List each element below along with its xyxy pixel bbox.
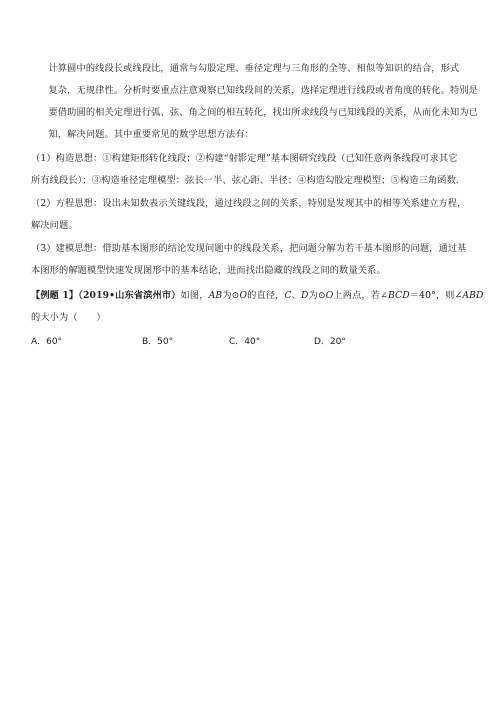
option-b: B．50°	[142, 337, 174, 347]
angle-abd: ABD	[462, 290, 484, 301]
example-question	[31, 285, 484, 329]
example-line-2: 的大小为（ ）	[31, 312, 106, 323]
method-2-line-1: （2）方程思想：设出未知数表示关键线段，通过线段之间的关系，特别是发现其中的相等关系建立方程，	[31, 198, 467, 209]
example-text-6: 上两点，若∠	[333, 290, 388, 301]
intro-line-1: 计算圆中的线段长或线段比，通常与勾股定理、垂径定理与三角形的全等、相似等知识的结合，形式	[48, 63, 460, 74]
example-text-2: 为⊙	[222, 290, 240, 301]
method-3-line-1: （3）建模思想：借助基本图形的结论发现问题中的线段关系，把问题分解为若干基本图形的问题，通过基	[31, 243, 467, 254]
method-3-paragraph	[31, 238, 467, 282]
point-c: C	[284, 290, 292, 301]
example-text-7: ＝40°，则∠	[409, 290, 463, 301]
intro-line-3: 要借助圆的相关定理进行弧、弦、角之间的相互转化，找出所求线段与已知线段的关系，从而化未知为已	[48, 107, 478, 118]
circle-center-o: O	[239, 290, 248, 301]
example-text-1: 如图，	[180, 290, 209, 301]
example-text-4: 、	[291, 290, 302, 301]
option-d: D．20°	[314, 337, 346, 347]
method-1-paragraph	[31, 148, 467, 192]
example-text-5: 为⊙	[308, 290, 326, 301]
example-text-3: 的直径，	[247, 290, 285, 301]
angle-bcd: BCD	[387, 290, 410, 301]
method-2-paragraph	[31, 193, 467, 237]
point-d: D	[301, 290, 309, 301]
intro-line-4: 知，解决问题。其中重要常见的数学思想方法有：	[48, 129, 254, 140]
intro-paragraph	[31, 58, 478, 146]
segment-ab: AB	[208, 290, 223, 301]
option-c: C．40°	[229, 337, 261, 347]
answer-options	[31, 330, 471, 350]
method-3-line-2: 本图形的解题模型快速发现图形中的基本结论，进而找出隐藏的线段之间的数量关系。	[31, 265, 386, 276]
circle-center-o-2: O	[325, 290, 334, 301]
example-line-1	[31, 285, 484, 307]
method-1-line-1: （1）构造思想：①构建矩形转化线段；②构建“射影定理”基本图研究线段（已知任意两条线段可求其它	[31, 153, 458, 164]
method-1-line-2: 所有线段长）；③构造垂径定理模型：弦长一半、弦心距、半径；④构造勾股定理模型；⑤构造三角函数.	[31, 175, 459, 186]
example-tag: 【例题 1】	[31, 290, 79, 301]
example-source: （2019•山东省滨州市）	[78, 290, 181, 301]
option-a: A．60°	[31, 337, 63, 347]
intro-line-2: 复杂，无规律性。分析时要重点注意观察已知线段间的关系，选择定理进行线段或者角度的转化。特别是	[48, 85, 478, 96]
method-2-line-2: 解决问题。	[31, 220, 78, 231]
